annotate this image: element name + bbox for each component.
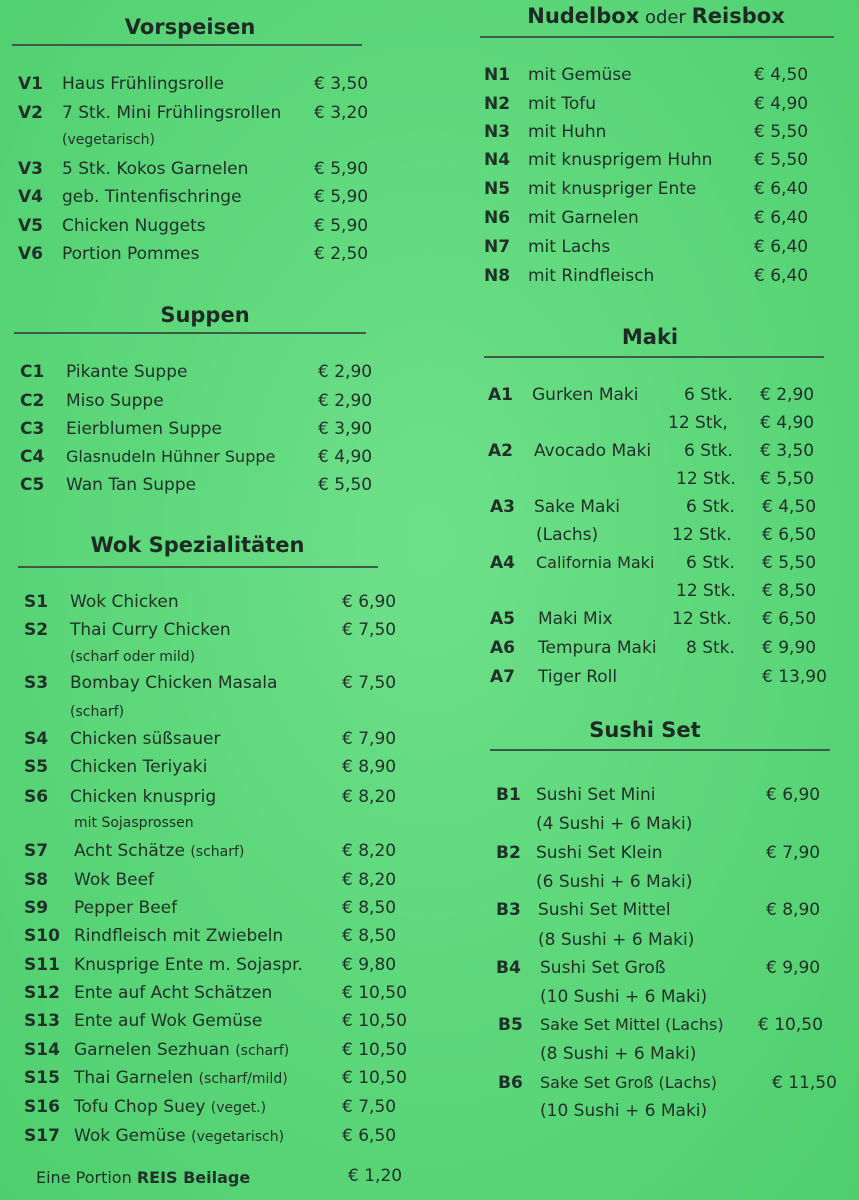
item-code: N3 xyxy=(484,122,511,142)
item-price: € 5,90 xyxy=(314,216,369,236)
item-price: € 3,90 xyxy=(318,419,373,439)
item-name: Sushi Set Klein xyxy=(536,843,663,863)
item-price: € 10,50 xyxy=(342,1011,407,1031)
item-note: (vegetarisch) xyxy=(191,1129,285,1145)
item-name: Thai Curry Chicken xyxy=(70,620,231,640)
item-name-text: Acht Schätze xyxy=(74,841,185,861)
item-code: N1 xyxy=(484,65,511,85)
item-code: V1 xyxy=(18,74,43,94)
item-price: € 3,50 xyxy=(760,441,815,461)
item-price: € 9,90 xyxy=(762,638,817,658)
item-price: € 8,90 xyxy=(342,757,397,777)
item-name: Wan Tan Suppe xyxy=(66,475,197,495)
item-price: € 9,80 xyxy=(342,955,397,975)
item-qty: 12 Stk. xyxy=(676,581,736,601)
item-code: S2 xyxy=(24,620,49,640)
item-code: S5 xyxy=(24,757,49,777)
item-price: € 8,50 xyxy=(762,581,817,601)
wok-title: Wok Spezialitäten xyxy=(90,533,305,557)
item-name: Tempura Maki xyxy=(538,638,657,658)
item-name-text: Tofu Chop Suey xyxy=(74,1097,206,1117)
item-price: € 5,90 xyxy=(314,187,369,207)
nudelbox-title xyxy=(480,4,832,28)
item-price: € 4,90 xyxy=(760,413,815,433)
rice-side-dish xyxy=(36,1168,250,1187)
item-code: S9 xyxy=(24,898,49,918)
item-name: Sake Set Groß (Lachs) xyxy=(540,1073,717,1092)
item-name: Maki Mix xyxy=(538,609,613,629)
item-price: € 6,90 xyxy=(766,785,821,805)
item-name: Chicken süßsauer xyxy=(70,729,221,749)
item-code: B3 xyxy=(496,900,521,920)
item-price: € 5,50 xyxy=(762,553,817,573)
item-price: € 2,90 xyxy=(760,385,815,405)
item-name: mit Garnelen xyxy=(528,208,639,228)
item-code: A4 xyxy=(490,553,515,573)
item-code: S6 xyxy=(24,787,49,807)
item-name: Knusprige Ente m. Sojaspr. xyxy=(74,955,303,975)
item-code: B1 xyxy=(496,785,521,805)
item-name xyxy=(74,1067,288,1090)
item-price: € 6,90 xyxy=(342,592,397,612)
suppen-title: Suppen xyxy=(160,303,250,327)
item-name: geb. Tintenfischringe xyxy=(62,187,242,207)
item-price: € 6,50 xyxy=(762,609,817,629)
item-code: N6 xyxy=(484,208,511,228)
item-qty: 12 Stk. xyxy=(676,469,736,489)
item-code: N2 xyxy=(484,94,511,114)
item-code: C3 xyxy=(20,419,45,439)
item-name: Ente auf Acht Schätzen xyxy=(74,983,273,1003)
item-name: mit knuspriger Ente xyxy=(528,179,697,199)
item-qty: 12 Stk. xyxy=(672,525,732,545)
item-name: mit Rindfleisch xyxy=(528,266,655,286)
item-price: € 6,40 xyxy=(754,179,809,199)
item-name: Gurken Maki xyxy=(532,385,639,405)
item-qty: 6 Stk. xyxy=(684,441,733,461)
item-price: € 8,20 xyxy=(342,841,397,861)
suppen-divider xyxy=(14,332,366,334)
item-note: (10 Sushi + 6 Maki) xyxy=(540,987,708,1007)
item-name: Chicken Teriyaki xyxy=(70,757,208,777)
item-price: € 10,50 xyxy=(342,983,407,1003)
item-note: mit Sojasprossen xyxy=(74,815,194,831)
item-price: € 5,90 xyxy=(314,159,369,179)
item-price: € 10,50 xyxy=(758,1015,823,1035)
item-code: S16 xyxy=(24,1097,60,1117)
item-code: C2 xyxy=(20,391,45,411)
item-name: 7 Stk. Mini Frühlingsrollen xyxy=(62,103,282,123)
item-code: C5 xyxy=(20,475,45,495)
item-code: N5 xyxy=(484,179,511,199)
item-note: (vegetarisch) xyxy=(62,132,155,148)
item-code: S3 xyxy=(24,673,49,693)
item-code: S10 xyxy=(24,926,60,946)
item-code: A3 xyxy=(490,497,515,517)
wok-divider xyxy=(18,566,378,568)
item-price: € 7,50 xyxy=(342,673,397,693)
item-price: € 2,50 xyxy=(314,244,369,264)
item-name: (Lachs) xyxy=(536,525,599,545)
item-name: Eierblumen Suppe xyxy=(66,419,223,439)
item-name xyxy=(74,1096,266,1119)
item-name-text: Thai Garnelen xyxy=(74,1068,194,1088)
item-note: (scharf) xyxy=(190,844,245,860)
item-name: Pepper Beef xyxy=(74,898,178,918)
item-name-text: Wok Gemüse xyxy=(74,1126,186,1146)
item-price: € 10,50 xyxy=(342,1068,407,1088)
item-price: € 4,90 xyxy=(754,94,809,114)
item-qty: 6 Stk. xyxy=(684,385,733,405)
item-price: € 5,50 xyxy=(754,150,809,170)
item-price: € 3,20 xyxy=(314,103,369,123)
item-name: Sushi Set Mittel xyxy=(538,900,671,920)
item-code: B5 xyxy=(498,1015,523,1035)
item-price: € 2,90 xyxy=(318,391,373,411)
item-note: (8 Sushi + 6 Maki) xyxy=(538,930,695,950)
item-price: € 8,20 xyxy=(342,787,397,807)
item-price: € 6,40 xyxy=(754,237,809,257)
item-name: Haus Frühlingsrolle xyxy=(62,74,225,94)
item-name-text: Garnelen Sezhuan xyxy=(74,1040,230,1060)
nudelbox-title-b: Reisbox xyxy=(691,4,785,28)
item-qty: 8 Stk. xyxy=(686,638,735,658)
item-code: N8 xyxy=(484,266,511,286)
item-name: California Maki xyxy=(536,553,655,572)
nudelbox-divider xyxy=(480,36,834,38)
item-price: € 2,90 xyxy=(318,362,373,382)
item-code: S8 xyxy=(24,870,49,890)
item-note: (4 Sushi + 6 Maki) xyxy=(536,814,693,834)
item-qty: 12 Stk. xyxy=(672,609,732,629)
sushi-set-title: Sushi Set xyxy=(589,718,701,742)
item-name: Avocado Maki xyxy=(534,441,652,461)
item-price: € 13,90 xyxy=(762,667,827,687)
item-price: € 7,50 xyxy=(342,620,397,640)
rice-side-prefix: Eine Portion xyxy=(36,1168,137,1187)
item-price: € 4,90 xyxy=(318,447,373,467)
maki-title: Maki xyxy=(621,325,679,349)
item-code: S4 xyxy=(24,729,49,749)
item-name: Sake Set Mittel (Lachs) xyxy=(540,1015,724,1034)
item-price: € 8,50 xyxy=(342,926,397,946)
item-code: S12 xyxy=(24,983,60,1003)
item-name: Wok Beef xyxy=(74,870,155,890)
item-code: C4 xyxy=(20,447,45,467)
item-price: € 7,90 xyxy=(766,843,821,863)
item-name xyxy=(74,1039,289,1062)
item-code: S7 xyxy=(24,841,49,861)
item-code: V4 xyxy=(18,187,43,207)
item-note: (veget.) xyxy=(210,1100,267,1116)
item-note: (scharf oder mild) xyxy=(70,649,196,665)
item-name: Miso Suppe xyxy=(66,391,164,411)
item-price: € 8,20 xyxy=(342,870,397,890)
item-note: (6 Sushi + 6 Maki) xyxy=(536,872,693,892)
item-code: A5 xyxy=(490,609,515,629)
item-note: (scharf) xyxy=(235,1043,290,1059)
item-code: S15 xyxy=(24,1068,60,1088)
item-name: mit Gemüse xyxy=(528,65,632,85)
item-price: € 7,90 xyxy=(342,729,397,749)
item-name: Pikante Suppe xyxy=(66,362,188,382)
item-name: Sushi Set Groß xyxy=(540,958,666,978)
item-price: € 11,50 xyxy=(772,1073,837,1093)
item-price: € 5,50 xyxy=(754,122,809,142)
item-name: mit Huhn xyxy=(528,122,607,142)
item-code: B4 xyxy=(496,958,521,978)
item-name: Bombay Chicken Masala xyxy=(70,673,278,693)
item-name: 5 Stk. Kokos Garnelen xyxy=(62,159,249,179)
item-note: (scharf) xyxy=(70,704,125,720)
item-code: S13 xyxy=(24,1011,60,1031)
item-code: V6 xyxy=(18,244,43,264)
item-name: Portion Pommes xyxy=(62,244,200,264)
item-code: A6 xyxy=(490,638,515,658)
rice-side-price: € 1,20 xyxy=(348,1166,403,1186)
item-code: A1 xyxy=(488,385,513,405)
maki-divider xyxy=(484,356,824,358)
item-qty: 6 Stk. xyxy=(686,553,735,573)
item-price: € 5,50 xyxy=(760,469,815,489)
vorspeisen-divider xyxy=(12,44,362,46)
sushi-set-divider xyxy=(490,749,830,751)
item-price: € 4,50 xyxy=(754,65,809,85)
item-price: € 4,50 xyxy=(762,497,817,517)
item-name xyxy=(74,1125,284,1148)
item-code: V3 xyxy=(18,159,43,179)
item-code: B6 xyxy=(498,1073,523,1093)
item-qty: 6 Stk. xyxy=(686,497,735,517)
item-price: € 5,50 xyxy=(318,475,373,495)
item-name: Rindfleisch mit Zwiebeln xyxy=(74,926,284,946)
item-code: A2 xyxy=(488,441,513,461)
nudelbox-title-mid: oder xyxy=(639,7,692,28)
item-name: Tiger Roll xyxy=(538,667,618,687)
item-name: Chicken knusprig xyxy=(70,787,217,807)
item-code: N7 xyxy=(484,237,511,257)
item-name xyxy=(74,840,244,863)
item-price: € 10,50 xyxy=(342,1040,407,1060)
item-code: A7 xyxy=(490,667,515,687)
item-note: (10 Sushi + 6 Maki) xyxy=(540,1101,708,1121)
item-note: (scharf/mild) xyxy=(198,1071,288,1087)
item-name: Ente auf Wok Gemüse xyxy=(74,1011,263,1031)
item-price: € 6,50 xyxy=(762,525,817,545)
item-price: € 6,50 xyxy=(342,1126,397,1146)
item-price: € 8,90 xyxy=(766,900,821,920)
item-qty: 12 Stk, xyxy=(668,413,728,433)
item-code: V5 xyxy=(18,216,43,236)
item-code: S11 xyxy=(24,955,60,975)
item-code: V2 xyxy=(18,103,43,123)
vorspeisen-title: Vorspeisen xyxy=(124,15,256,39)
item-name: mit Lachs xyxy=(528,237,611,257)
nudelbox-title-a: Nudelbox xyxy=(527,4,640,28)
item-code: S1 xyxy=(24,592,49,612)
item-name: Sake Maki xyxy=(534,497,620,517)
item-name: Glasnudeln Hühner Suppe xyxy=(66,447,276,466)
item-price: € 7,50 xyxy=(342,1097,397,1117)
item-price: € 6,40 xyxy=(754,266,809,286)
item-name: Sushi Set Mini xyxy=(536,785,656,805)
item-code: B2 xyxy=(496,843,521,863)
item-name: mit Tofu xyxy=(528,94,597,114)
rice-side-label: REIS Beilage xyxy=(136,1168,251,1187)
item-code: C1 xyxy=(20,362,45,382)
item-name: Chicken Nuggets xyxy=(62,216,206,236)
item-price: € 8,50 xyxy=(342,898,397,918)
item-code: S17 xyxy=(24,1126,60,1146)
item-code: N4 xyxy=(484,150,511,170)
item-price: € 3,50 xyxy=(314,74,369,94)
item-price: € 6,40 xyxy=(754,208,809,228)
item-name: mit knusprigem Huhn xyxy=(528,150,713,170)
item-price: € 9,90 xyxy=(766,958,821,978)
item-note: (8 Sushi + 6 Maki) xyxy=(540,1044,697,1064)
item-name: Wok Chicken xyxy=(70,592,179,612)
item-code: S14 xyxy=(24,1040,60,1060)
